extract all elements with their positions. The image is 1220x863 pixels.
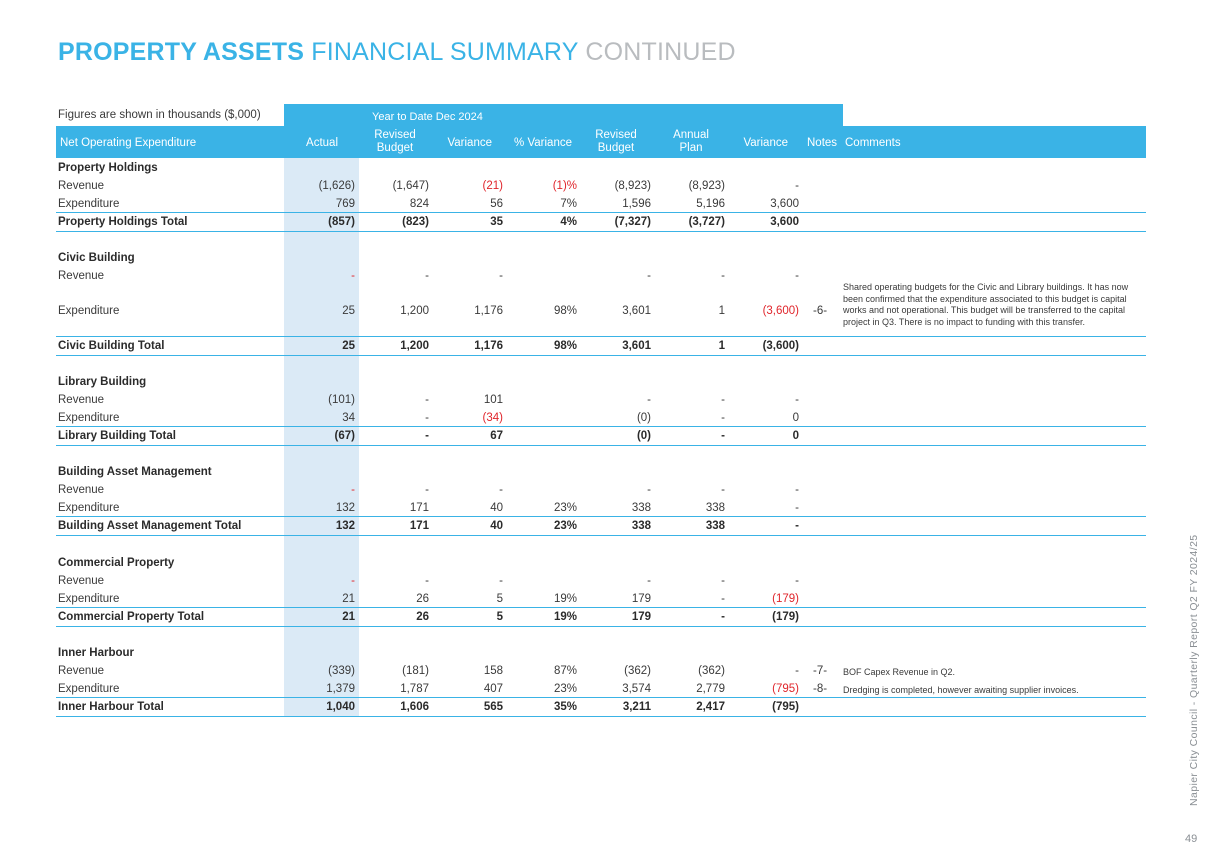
cell-revised-budget: 26 [416, 611, 429, 623]
cell-variance: 5 [496, 611, 503, 623]
section-heading: Property Holdings [58, 162, 158, 174]
cell-variance: - [499, 270, 503, 282]
cell-variance: (34) [482, 412, 503, 424]
cell-variance-2: 3,600 [770, 198, 799, 210]
cell-actual: 1,379 [326, 683, 355, 695]
cell-annual-plan: (3,727) [688, 216, 725, 228]
row-label: Expenditure [58, 502, 120, 514]
cell-variance: 67 [490, 430, 503, 442]
total-rule [56, 212, 1146, 213]
cell-annual-plan: - [721, 484, 725, 496]
cell-actual: (857) [328, 216, 355, 228]
cell-revised-budget-2: 3,601 [622, 305, 651, 317]
cell-variance: 565 [483, 701, 503, 713]
title-bold: PROPERTY ASSETS [58, 38, 305, 66]
cell-revised-budget: 171 [409, 502, 429, 514]
cell-revised-budget: 1,200 [400, 340, 429, 352]
cell-annual-plan: 1 [718, 305, 725, 317]
cell-actual: - [351, 484, 355, 496]
total-rule [56, 445, 1146, 446]
total-rule [56, 535, 1146, 536]
cell-revised-budget: 171 [409, 520, 429, 532]
section-heading: Library Building [58, 376, 147, 388]
cell-annual-plan: 2,417 [696, 701, 725, 713]
cell-revised-budget: 1,200 [400, 305, 429, 317]
cell-actual: 769 [335, 198, 355, 210]
header-actual: Actual [306, 137, 338, 149]
cell-revised-budget-2: 1,596 [622, 198, 651, 210]
cell-pct-variance: 98% [553, 340, 577, 352]
cell-variance: 1,176 [474, 305, 503, 317]
cell-revised-budget-2: (8,923) [614, 180, 651, 192]
note-ref: -7- [813, 665, 828, 677]
cell-annual-plan: - [721, 575, 725, 587]
section-heading: Civic Building [58, 252, 135, 264]
cell-revised-budget-2: 3,601 [622, 340, 651, 352]
cell-variance-2: - [795, 575, 799, 587]
cell-actual: 132 [335, 502, 355, 514]
actual-column-shade [284, 104, 359, 716]
cell-annual-plan: 5,196 [696, 198, 725, 210]
cell-actual: 21 [342, 611, 355, 623]
section-heading: Building Asset Management [58, 466, 212, 478]
cell-revised-budget: 824 [409, 198, 429, 210]
cell-revised-budget-2: - [647, 575, 651, 587]
cell-annual-plan: (362) [698, 665, 725, 677]
figures-note: Figures are shown in thousands ($,000) [58, 109, 261, 121]
cell-variance-2: (179) [772, 611, 799, 623]
cell-actual: 25 [342, 305, 355, 317]
header-comments: Comments [845, 137, 901, 149]
cell-annual-plan: - [721, 412, 725, 424]
total-row-label: Commercial Property Total [58, 611, 205, 623]
section-heading: Commercial Property [58, 557, 175, 569]
cell-revised-budget-2: 179 [631, 593, 651, 605]
header-pct-variance: % Variance [514, 137, 572, 149]
cell-actual: - [351, 270, 355, 282]
total-rule [56, 336, 1146, 337]
cell-variance-2: (3,600) [762, 305, 799, 317]
cell-revised-budget: - [425, 394, 429, 406]
cell-annual-plan: - [721, 430, 725, 442]
cell-annual-plan: 338 [705, 502, 725, 514]
cell-pct-variance: 19% [553, 611, 577, 623]
header-variance: Variance [447, 137, 492, 149]
cell-variance: 5 [496, 593, 503, 605]
row-label: Revenue [58, 665, 105, 677]
cell-revised-budget: (823) [402, 216, 429, 228]
cell-revised-budget-2: (0) [636, 430, 651, 442]
cell-variance: 35 [490, 216, 503, 228]
total-row-label: Building Asset Management Total [58, 520, 242, 532]
total-rule [56, 626, 1146, 627]
cell-pct-variance: 7% [560, 198, 577, 210]
cell-variance: 158 [483, 665, 503, 677]
ytd-header-band [284, 104, 843, 126]
cell-annual-plan: 2,779 [696, 683, 725, 695]
cell-annual-plan: - [721, 394, 725, 406]
cell-revised-budget: 1,606 [400, 701, 429, 713]
cell-pct-variance: 35% [553, 701, 577, 713]
cell-revised-budget: (1,647) [392, 180, 429, 192]
row-label: Revenue [58, 484, 105, 496]
cell-variance: 407 [483, 683, 503, 695]
cell-variance-2: - [795, 665, 799, 677]
row-label: Expenditure [58, 412, 120, 424]
cell-variance: (21) [482, 180, 503, 192]
cell-pct-variance: (1)% [552, 180, 577, 192]
header-notes: Notes [807, 137, 838, 149]
cell-actual: (1,626) [318, 180, 355, 192]
cell-variance: 1,176 [474, 340, 503, 352]
title-light: CONTINUED [585, 38, 736, 66]
cell-pct-variance: 23% [553, 683, 577, 695]
cell-variance-2: - [795, 270, 799, 282]
cell-revised-budget-2: (362) [624, 665, 651, 677]
cell-revised-budget-2: 3,211 [622, 701, 651, 713]
total-row-label: Inner Harbour Total [58, 701, 164, 713]
row-label: Expenditure [58, 305, 120, 317]
cell-variance: 101 [483, 394, 503, 406]
cell-variance-2: - [795, 180, 799, 192]
row-label: Expenditure [58, 683, 120, 695]
cell-actual: 34 [342, 412, 355, 424]
cell-variance-2: (795) [772, 683, 799, 695]
cell-variance-2: (795) [772, 701, 799, 713]
total-rule [56, 607, 1146, 608]
header-revised-budget-2: Revised Budget [595, 129, 637, 154]
comment-text: Dredging is completed, however awaiting supplier invoices. [843, 685, 1079, 695]
cell-variance: 40 [490, 502, 503, 514]
total-rule [56, 231, 1146, 232]
header-revised-budget: Revised Budget [374, 129, 416, 154]
row-label: Revenue [58, 180, 105, 192]
cell-variance-2: - [795, 502, 799, 514]
cell-revised-budget-2: - [647, 394, 651, 406]
cell-variance: - [499, 575, 503, 587]
total-rule [56, 516, 1146, 517]
cell-revised-budget: - [425, 575, 429, 587]
cell-revised-budget: - [425, 270, 429, 282]
cell-revised-budget-2: - [647, 270, 651, 282]
cell-actual: 21 [342, 593, 355, 605]
cell-variance-2: - [795, 520, 799, 532]
cell-actual: (67) [334, 430, 355, 442]
total-rule [56, 716, 1146, 717]
note-ref: -6- [813, 305, 828, 317]
header-annual-plan: Annual Plan [673, 129, 709, 154]
cell-variance-2: 0 [792, 412, 799, 424]
cell-revised-budget: 1,787 [400, 683, 429, 695]
cell-actual: (101) [328, 394, 355, 406]
cell-variance-2: - [795, 394, 799, 406]
cell-revised-budget: - [425, 412, 429, 424]
side-footer-text: Napier City Council - Quarterly Report Q2 FY 2024/25 [1188, 534, 1200, 806]
cell-revised-budget-2: 3,574 [622, 683, 651, 695]
row-label: Revenue [58, 394, 105, 406]
cell-revised-budget: - [425, 430, 429, 442]
row-label: Expenditure [58, 198, 120, 210]
cell-variance: - [499, 484, 503, 496]
page-title [58, 38, 736, 67]
cell-variance-2: - [795, 484, 799, 496]
cell-revised-budget-2: (7,327) [614, 216, 651, 228]
cell-pct-variance: 19% [553, 593, 577, 605]
cell-annual-plan: - [721, 611, 725, 623]
cell-variance: 40 [490, 520, 503, 532]
total-row-label: Property Holdings Total [58, 216, 188, 228]
cell-annual-plan: (8,923) [688, 180, 725, 192]
cell-revised-budget-2: 338 [631, 502, 651, 514]
cell-annual-plan: - [721, 270, 725, 282]
total-rule [56, 355, 1146, 356]
comment-text: BOF Capex Revenue in Q2. [843, 667, 956, 677]
ytd-label: Year to Date Dec 2024 [372, 111, 483, 123]
total-row-label: Civic Building Total [58, 340, 165, 352]
cell-revised-budget: (181) [402, 665, 429, 677]
total-row-label: Library Building Total [58, 430, 176, 442]
title-mid: FINANCIAL SUMMARY [311, 38, 579, 66]
note-ref: -8- [813, 683, 828, 695]
header-label: Net Operating Expenditure [60, 137, 197, 149]
cell-pct-variance: 23% [553, 520, 577, 532]
cell-revised-budget-2: (0) [636, 412, 651, 424]
row-label: Revenue [58, 270, 105, 282]
cell-revised-budget-2: 338 [631, 520, 651, 532]
cell-variance-2: (3,600) [762, 340, 799, 352]
cell-annual-plan: 1 [718, 340, 725, 352]
cell-pct-variance: 98% [553, 305, 577, 317]
cell-revised-budget-2: - [647, 484, 651, 496]
cell-actual: - [351, 575, 355, 587]
cell-actual: 25 [342, 340, 355, 352]
row-label: Expenditure [58, 593, 120, 605]
cell-revised-budget-2: 179 [631, 611, 651, 623]
cell-variance: 56 [490, 198, 503, 210]
total-rule [56, 426, 1146, 427]
cell-annual-plan: 338 [705, 520, 725, 532]
cell-actual: 132 [335, 520, 355, 532]
cell-revised-budget: 26 [416, 593, 429, 605]
cell-actual: (339) [328, 665, 355, 677]
cell-variance-2: 0 [792, 430, 799, 442]
cell-revised-budget: - [425, 484, 429, 496]
cell-variance-2: 3,600 [770, 216, 799, 228]
section-heading: Inner Harbour [58, 647, 135, 659]
cell-pct-variance: 4% [560, 216, 577, 228]
cell-pct-variance: 23% [553, 502, 577, 514]
total-rule [56, 697, 1146, 698]
page-number: 49 [1185, 833, 1198, 845]
cell-variance-2: (179) [772, 593, 799, 605]
row-label: Revenue [58, 575, 105, 587]
cell-actual: 1,040 [326, 701, 355, 713]
cell-annual-plan: - [721, 593, 725, 605]
header-variance-2: Variance [743, 137, 788, 149]
cell-pct-variance: 87% [553, 665, 577, 677]
comment-text: Shared operating budgets for the Civic and Library buildings. It has now been confirmed that the expenditure associated to this budget is capital works and not operational. This budget will be transferred to the capital project in Q3. There is no impact to funding with this transfer. [843, 282, 1129, 327]
